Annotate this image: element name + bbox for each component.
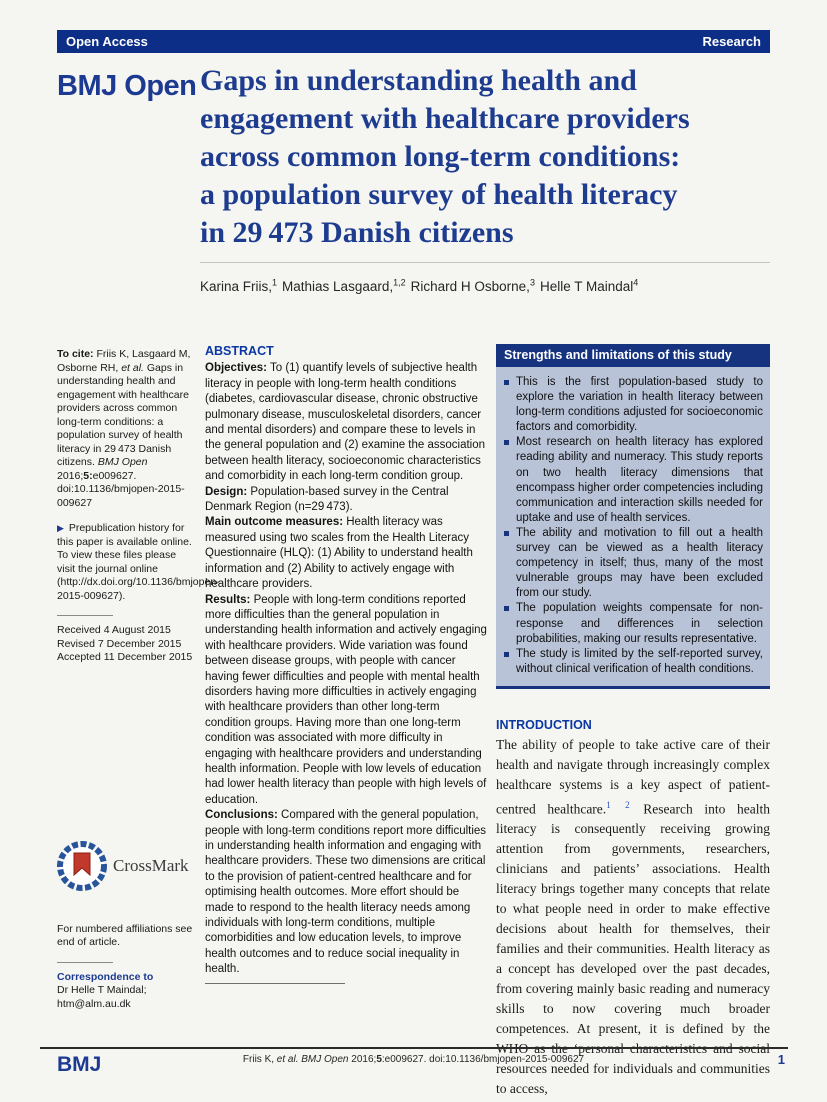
correspondence-name: Dr Helle T Maindal; xyxy=(57,984,147,996)
introduction-heading: INTRODUCTION xyxy=(496,717,592,732)
strengths-limitations-box xyxy=(496,344,770,689)
to-cite-label: To cite: xyxy=(57,348,94,360)
page-number: 1 xyxy=(777,1052,785,1067)
footer-citation: Friis K, et al. BMJ Open 2016;5:e009627. doi:10.1136/bmjopen-2015-009627 xyxy=(242,1054,585,1065)
author-list xyxy=(200,277,770,294)
abstract-design: Design: Population-based survey in the Central Denmark Region (n=29 473). xyxy=(205,485,449,514)
citation-block: To cite: Friis K, Lasgaard M, Osborne RH, et al. Gaps in understanding health and engagement with healthcare providers across common long-term conditions: a population survey of health literacy in 29 473 Danish citizens. BMJ Open 2016;5:e009627. doi:10.1136/bmjopen-2015-009627 xyxy=(57,348,191,509)
correspondence-email[interactable]: htm@alm.au.dk xyxy=(57,997,131,1010)
strengths-bullet: This is the first population-based study to explore the variation in health literacy between long-term conditions adjusted for socioeconomic factors and comorbidity. xyxy=(503,375,763,435)
introduction-section xyxy=(496,718,770,1100)
strengths-bullet: The ability and motivation to fill out a health survey can be viewed as a health literacy competency in itself; thus, many of the most vulnerable groups may have been excluded from our study. xyxy=(503,526,763,601)
author: Helle T Maindal$^4$ xyxy=(539,277,639,294)
correspondence-label: Correspondence to xyxy=(57,970,154,983)
author: Mathias Lasgaard,$^{1,2}$ xyxy=(282,277,406,294)
research-label: Research xyxy=(702,34,761,49)
sidebar xyxy=(57,348,220,1023)
abstract-objectives: Objectives: To (1) quantify levels of subjective health literacy in people with long-term health conditions (diabetes, cardiovascular disease, chronic obstructive pulmonary disease, musculoskeletal disorders, cancer and mental disorders) and compare these to levels in the general population and (2) examine the association between health literacy, socioeconomic characteristics and comorbidity in each long-term condition group. xyxy=(205,362,486,483)
abstract-heading: ABSTRACT xyxy=(205,344,274,358)
accepted-date: Accepted 11 December 2015 xyxy=(57,651,193,663)
affiliations-note: For numbered affiliations see end of article. xyxy=(57,922,193,948)
history-dates xyxy=(57,624,195,665)
sidebar-divider xyxy=(57,615,113,616)
correspondence-block xyxy=(57,971,195,1012)
doi-text: e009627. doi:10.1136/bmjopen-2015-009627 xyxy=(57,469,185,509)
right-column xyxy=(496,344,770,1099)
footer-rule xyxy=(40,1047,788,1049)
author-affiliation-sup: 4 xyxy=(633,277,639,287)
title-line: Gaps in understanding health and xyxy=(200,64,637,97)
crossmark-label: CrossMark xyxy=(113,855,189,875)
title-divider xyxy=(200,262,770,263)
received-date: Received 4 August 2015 xyxy=(57,624,171,636)
crossmark-badge[interactable] xyxy=(57,841,195,891)
strengths-box-body xyxy=(496,367,770,689)
prepublication-text[interactable]: Prepublication history for this paper is available online. To view these files please visit the journal online (http://dx.doi.org/10.1136/bmjopen-2015-009627). xyxy=(57,522,220,602)
header-bar xyxy=(57,30,770,53)
article-title xyxy=(200,62,775,252)
arrow-icon: ▶ xyxy=(57,523,64,533)
author-affiliation-sup: 1,2 xyxy=(393,277,406,287)
abstract-section xyxy=(205,344,487,984)
title-line: a population survey of health literacy xyxy=(200,178,678,211)
abstract-end-divider xyxy=(205,983,345,984)
bmj-open-logo: BMJ Open xyxy=(57,70,197,102)
reference-citation[interactable]: 1 2 xyxy=(606,799,632,810)
strengths-bullet: The population weights compensate for non-response and differences in selection probabilities, making our results representative. xyxy=(503,601,763,646)
title-line: engagement with healthcare providers xyxy=(200,102,690,135)
sidebar-divider xyxy=(57,962,113,963)
abstract-results: Results: People with long-term conditions reported more difficulties than the general population in understanding health information and actively engaging with healthcare providers. Wide variation was found between disease groups, with people with cancer having fewer difficulties and people with mental health disorders having more difficulties in actively engaging with healthcare providers than other long-term condition groups. Having more than one long-term condition was associated with more difficulty in engaging with healthcare providers and understanding health information. People with low levels of education had lower health literacy than people with high levels of education. xyxy=(205,593,487,806)
title-line: in 29 473 Danish citizens xyxy=(200,216,514,249)
bmj-logo: BMJ xyxy=(57,1053,102,1076)
strengths-bullet: The study is limited by the self-reported survey, without clinical verification of health conditions. xyxy=(503,647,763,677)
abstract-main-outcomes: Main outcome measures: Health literacy was measured using two scales from the Health Literacy Questionnaire (HLQ): (1) Ability to understand health information and (2) Ability to actively engage with healthcare providers. xyxy=(205,516,473,591)
author-affiliation-sup: 1 xyxy=(272,277,278,287)
author: Karina Friis,$^1$ xyxy=(200,277,278,294)
strengths-bullet: Most research on health literacy has explored reading ability and numeracy. This study reports on two health literacy dimensions that encompass higher order competencies including communication and interaction skills needed for uptake and use of health services. xyxy=(503,435,763,526)
author-affiliation-sup: 3 xyxy=(529,277,535,287)
title-line: across common long-term conditions: xyxy=(200,140,681,173)
introduction-paragraph: The ability of people to take active care of their health and navigate through increasingly complex healthcare systems is a key aspect of patient-centred healthcare.$^{1 2}$ Research into health literacy is consequently receiving growing attention from governments, researchers, clinicians and patients’ associations. Health literacy brings together many concepts that relate to what people need in order to make effective decisions about health for themselves, their families and their communities. Health literacy as a concept has developed over the past decades, from covering mainly basic reading and numeracy skills to now covering much broader competences. At present, it is defined by the WHO as the ‘personal characteristics and social resources needed for individuals and communities to access, xyxy=(496,736,771,1097)
crossmark-icon xyxy=(57,841,107,891)
author: Richard H Osborne,$^3$ xyxy=(410,277,535,294)
abstract-conclusions: Conclusions: Compared with the general population, people with long-term conditions report more difficulties in understanding health information and engaging with healthcare providers. These two dimensions are critical to the provision of patient-centred healthcare and for optimising health outcomes. More effort should be made to respond to the health literacy needs among individuals with long-term conditions, multiple comorbidities and low education levels, to improve health outcomes and to reduce social inequality in health. xyxy=(205,809,487,976)
revised-date: Revised 7 December 2015 xyxy=(57,637,182,650)
prepublication-note xyxy=(57,522,220,603)
open-access-label: Open Access xyxy=(66,34,148,49)
strengths-box-title: Strengths and limitations of this study xyxy=(496,344,770,367)
